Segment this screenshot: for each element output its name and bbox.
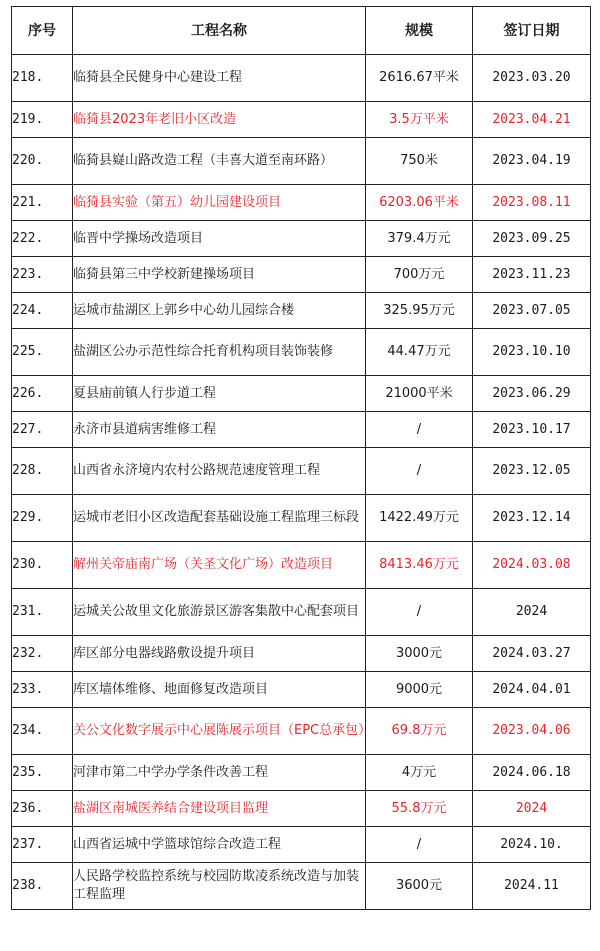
row-number: 228. bbox=[12, 448, 73, 495]
table-row bbox=[12, 636, 591, 672]
project-scale: 3000元 bbox=[366, 636, 473, 672]
table-row bbox=[12, 376, 591, 412]
project-name: 临猗县实验（第五）幼儿园建设项目 bbox=[73, 185, 366, 221]
signing-date: 2023.08.11 bbox=[473, 185, 591, 221]
row-number: 231. bbox=[12, 589, 73, 636]
table-row bbox=[12, 221, 591, 257]
project-scale: 44.47万元 bbox=[366, 329, 473, 376]
signing-date: 2024.03.27 bbox=[473, 636, 591, 672]
row-number: 234. bbox=[12, 708, 73, 755]
project-name: 运城关公故里文化旅游景区游客集散中心配套项目 bbox=[73, 589, 366, 636]
signing-date: 2023.03.20 bbox=[473, 55, 591, 102]
table-row bbox=[12, 755, 591, 791]
project-scale: 700万元 bbox=[366, 257, 473, 293]
table-row bbox=[12, 495, 591, 542]
signing-date: 2024 bbox=[473, 589, 591, 636]
project-scale: 2616.67平米 bbox=[366, 55, 473, 102]
signing-date: 2023.10.17 bbox=[473, 412, 591, 448]
table-row bbox=[12, 542, 591, 589]
project-scale: 4万元 bbox=[366, 755, 473, 791]
project-scale: 8413.46万元 bbox=[366, 542, 473, 589]
project-name: 永济市县道病害维修工程 bbox=[73, 412, 366, 448]
project-scale: / bbox=[366, 448, 473, 495]
project-scale: 55.8万元 bbox=[366, 791, 473, 827]
row-number: 236. bbox=[12, 791, 73, 827]
table-header bbox=[12, 7, 591, 55]
project-scale: 3600元 bbox=[366, 863, 473, 910]
header-no: 序号 bbox=[12, 7, 73, 55]
project-name: 盐湖区公办示范性综合托育机构项目装饰装修 bbox=[73, 329, 366, 376]
project-name: 夏县庙前镇人行步道工程 bbox=[73, 376, 366, 412]
row-number: 226. bbox=[12, 376, 73, 412]
project-name: 运城市老旧小区改造配套基础设施工程监理三标段 bbox=[73, 495, 366, 542]
row-number: 225. bbox=[12, 329, 73, 376]
row-number: 238. bbox=[12, 863, 73, 910]
project-name: 库区部分电器线路敷设提升项目 bbox=[73, 636, 366, 672]
row-number: 219. bbox=[12, 102, 73, 138]
table-row bbox=[12, 448, 591, 495]
row-number: 232. bbox=[12, 636, 73, 672]
row-number: 237. bbox=[12, 827, 73, 863]
project-name: 库区墙体维修、地面修复改造项目 bbox=[73, 672, 366, 708]
project-name: 关公文化数字展示中心展陈展示项目（EPC总承包） bbox=[73, 708, 366, 755]
row-number: 229. bbox=[12, 495, 73, 542]
project-scale: 69.8万元 bbox=[366, 708, 473, 755]
project-scale: 750米 bbox=[366, 138, 473, 185]
row-number: 233. bbox=[12, 672, 73, 708]
table-row bbox=[12, 412, 591, 448]
signing-date: 2023.04.06 bbox=[473, 708, 591, 755]
header-row bbox=[12, 7, 591, 55]
table-row bbox=[12, 138, 591, 185]
project-scale: 379.4万元 bbox=[366, 221, 473, 257]
signing-date: 2023.12.14 bbox=[473, 495, 591, 542]
project-scale: 21000平米 bbox=[366, 376, 473, 412]
row-number: 222. bbox=[12, 221, 73, 257]
table-row bbox=[12, 329, 591, 376]
project-scale: / bbox=[366, 412, 473, 448]
signing-date: 2023.07.05 bbox=[473, 293, 591, 329]
project-name: 临猗县第三中学校新建操场项目 bbox=[73, 257, 366, 293]
project-scale: / bbox=[366, 589, 473, 636]
signing-date: 2023.12.05 bbox=[473, 448, 591, 495]
project-scale: 9000元 bbox=[366, 672, 473, 708]
project-scale: 6203.06平米 bbox=[366, 185, 473, 221]
row-number: 224. bbox=[12, 293, 73, 329]
project-name: 河津市第二中学办学条件改善工程 bbox=[73, 755, 366, 791]
signing-date: 2023.09.25 bbox=[473, 221, 591, 257]
project-name: 运城市盐湖区上郭乡中心幼儿园综合楼 bbox=[73, 293, 366, 329]
row-number: 235. bbox=[12, 755, 73, 791]
projects-table bbox=[11, 6, 591, 910]
row-number: 223. bbox=[12, 257, 73, 293]
row-number: 220. bbox=[12, 138, 73, 185]
table-row bbox=[12, 589, 591, 636]
project-scale: 3.5万平米 bbox=[366, 102, 473, 138]
header-name: 工程名称 bbox=[73, 7, 366, 55]
table-row bbox=[12, 257, 591, 293]
project-name: 解州关帝庙南广场（关圣文化广场）改造项目 bbox=[73, 542, 366, 589]
header-date: 签订日期 bbox=[473, 7, 591, 55]
row-number: 218. bbox=[12, 55, 73, 102]
row-number: 230. bbox=[12, 542, 73, 589]
row-number: 221. bbox=[12, 185, 73, 221]
signing-date: 2023.04.19 bbox=[473, 138, 591, 185]
project-name: 临猗县全民健身中心建设工程 bbox=[73, 55, 366, 102]
project-name: 人民路学校监控系统与校园防欺凌系统改造与加装工程监理 bbox=[73, 863, 366, 910]
signing-date: 2024.06.18 bbox=[473, 755, 591, 791]
header-scale: 规模 bbox=[366, 7, 473, 55]
table-row bbox=[12, 827, 591, 863]
table-row bbox=[12, 102, 591, 138]
row-number: 227. bbox=[12, 412, 73, 448]
table-row bbox=[12, 708, 591, 755]
table-row bbox=[12, 791, 591, 827]
project-name: 临猗县2023年老旧小区改造 bbox=[73, 102, 366, 138]
signing-date: 2023.06.29 bbox=[473, 376, 591, 412]
signing-date: 2024 bbox=[473, 791, 591, 827]
table-body bbox=[12, 55, 591, 910]
signing-date: 2024.10. bbox=[473, 827, 591, 863]
signing-date: 2023.04.21 bbox=[473, 102, 591, 138]
signing-date: 2024.03.08 bbox=[473, 542, 591, 589]
table-row bbox=[12, 293, 591, 329]
project-name: 盐湖区南城医养结合建设项目监理 bbox=[73, 791, 366, 827]
table-row bbox=[12, 863, 591, 910]
project-name: 临晋中学操场改造项目 bbox=[73, 221, 366, 257]
table-row bbox=[12, 672, 591, 708]
table-row bbox=[12, 185, 591, 221]
table-row bbox=[12, 55, 591, 102]
project-scale: 1422.49万元 bbox=[366, 495, 473, 542]
project-scale: / bbox=[366, 827, 473, 863]
signing-date: 2023.11.23 bbox=[473, 257, 591, 293]
project-name: 山西省永济境内农村公路规范速度管理工程 bbox=[73, 448, 366, 495]
signing-date: 2024.11 bbox=[473, 863, 591, 910]
signing-date: 2023.10.10 bbox=[473, 329, 591, 376]
project-name: 山西省运城中学篮球馆综合改造工程 bbox=[73, 827, 366, 863]
project-scale: 325.95万元 bbox=[366, 293, 473, 329]
project-name: 临猗县嶷山路改造工程（丰喜大道至南环路） bbox=[73, 138, 366, 185]
signing-date: 2024.04.01 bbox=[473, 672, 591, 708]
